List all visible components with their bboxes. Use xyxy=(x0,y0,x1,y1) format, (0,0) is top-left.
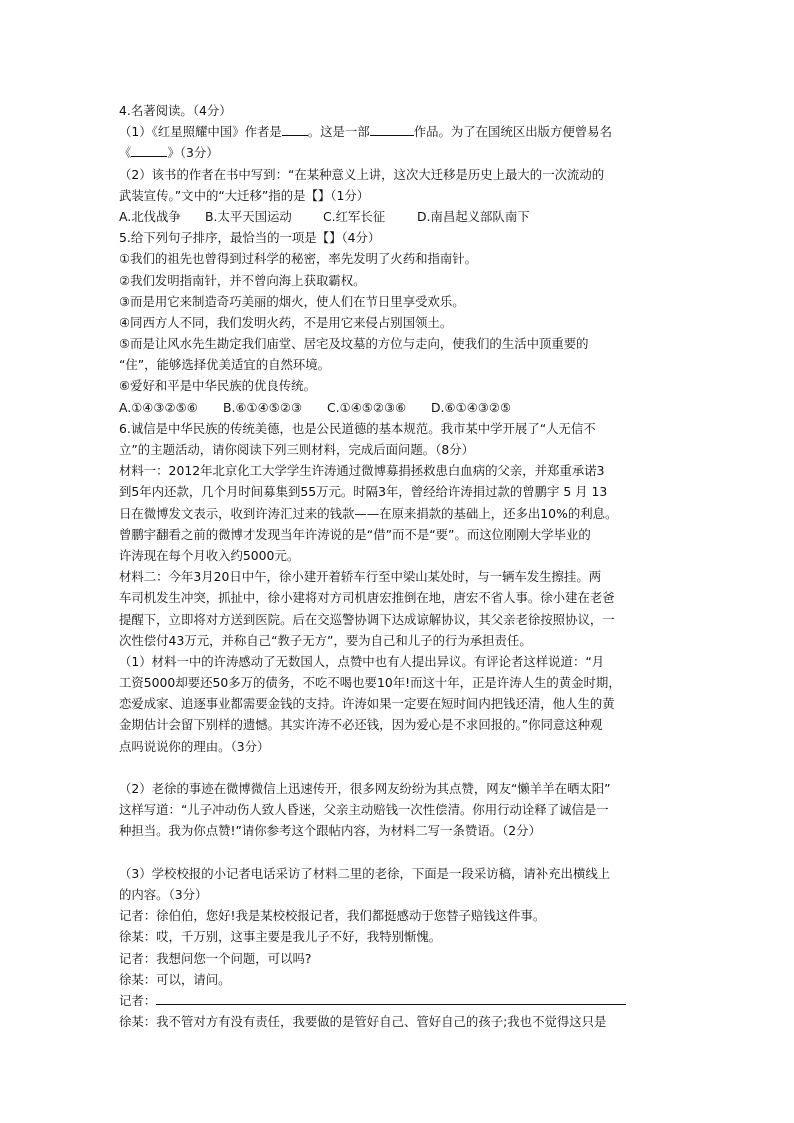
q4-option-a[interactable]: A.北伐战争 xyxy=(119,208,181,224)
interview-line-4: 徐某：可以，请问。 xyxy=(119,971,231,987)
q4-part1-text-a: （1）《红星照耀中国》作者是 xyxy=(119,124,282,140)
q5-title: 5.给下列句子排序，最恰当的一项是【】（4分） xyxy=(119,230,381,246)
q6-material1-line2: 到5年内还款，几个月时间募集到55万元。时隔3年，曾经给许涛捐过款的曾鹏宇 5 月 13 xyxy=(119,484,608,500)
q6-title-line2: 立”的主题活动，请你阅读下列三则材料，完成后面问题。（8分） xyxy=(119,442,475,457)
q5-sentence-2: ②我们发明指南针，并不曾向海上获取霸权。 xyxy=(119,272,366,288)
q6-sub1-line5: 点吗说说你的理由。（3分） xyxy=(119,738,270,754)
answer-blank-alt-title[interactable] xyxy=(131,142,167,157)
q4-option-b[interactable]: B.太平天国运动 xyxy=(205,208,292,224)
interview-line-5 xyxy=(119,990,681,1011)
q6-material2-line4: 次性偿付43万元，并称自己“教子无方”，要为自己和儿子的行为承担责任。 xyxy=(119,632,532,648)
q4-part1-text-c: 作品。为了在国统区出版方便曾易名 xyxy=(413,124,612,140)
answer-space-sub2[interactable] xyxy=(119,842,681,863)
q4-part2-line1: （2）该书的作者在书中写到：“在某种意义上讲，这次大迁移是历史上最大的一次流动的 xyxy=(119,166,605,182)
q6-sub1-line1: （1）材料一中的许涛感动了无数国人，点赞中也有人提出异议。有评论者这样说道：“月 xyxy=(119,653,605,669)
q5-sentence-5-line1: ⑤而是让风水先生勘定我们庙堂、居宅及坟墓的方位与走向，使我们的生活中顶重要的 xyxy=(119,336,589,352)
q6-sub2-line2: 这样写道：“儿子冲动伤人致人昏迷，父亲主动赔钱一次性偿清。你用行动诠释了诚信是一 xyxy=(119,802,609,818)
q5-sentence-3: ③而是用它来制造奇巧美丽的烟火，使人们在节日里享受欢乐。 xyxy=(119,293,465,309)
q6-sub1-line2: 工资5000却要还50多万的债务，不吃不喝也要10年!而这十年，正是许涛人生的黄金时期， xyxy=(119,675,621,691)
q6-material1-line1: 材料一：2012年北京化工大学学生许涛通过微博募捐拯救患白血病的父亲，并郑重承诺3 xyxy=(119,463,605,479)
q6-material1-line3: 日在微博发文表示，收到许涛汇过来的钱款——在原来捐款的基础上，还多出10%的利息。 xyxy=(119,505,618,521)
q5-options xyxy=(119,397,681,418)
q6-material2-line1: 材料二：今年3月20日中午，徐小建开着轿车行至中梁山某处时，与一辆车发生擦挂。两 xyxy=(119,569,602,585)
interview-reporter-label: 记者： xyxy=(119,992,157,1008)
q6-sub3-line2: 的内容。（3分） xyxy=(119,886,208,902)
q6-material2-line2: 车司机发生冲突，抓扯中，徐小建将对方司机唐宏推倒在地，唐宏不省人事。徐小建在老爸 xyxy=(119,590,615,606)
answer-space-sub1[interactable] xyxy=(119,757,681,778)
q4-option-c[interactable]: C.红军长征 xyxy=(323,208,386,224)
q6-title-line1: 6.诚信是中华民族的传统美德，也是公民道德的基本规范。我市某中学开展了“人无信不 xyxy=(119,420,596,436)
q5-option-d[interactable]: D.⑥①④③②⑤ xyxy=(431,399,512,415)
q5-sentence-1: ①我们的祖先也曾得到过科学的秘密，率先发明了火药和指南针。 xyxy=(119,251,478,267)
interview-line-2: 徐某：哎，千万别，这事主要是我儿子不好，我特别惭愧。 xyxy=(119,929,442,945)
q4-part1-text-d: 《 xyxy=(119,145,132,161)
q4-part2-line2: 武装宣传。”文中的“大迁移”指的是【】（1分） xyxy=(119,187,370,203)
q5-option-b[interactable]: B.⑥①④⑤②③ xyxy=(223,399,303,415)
q4-option-d[interactable]: D.南昌起义部队南下 xyxy=(417,208,530,224)
q6-sub1-line4: 金期估计会留下别样的遗憾。其实许涛不必还钱，因为爱心是不求回报的。”你同意这种观 xyxy=(119,717,603,733)
q4-part1-text-e: 》（3分） xyxy=(167,145,219,161)
q6-sub1-line3: 恋爱成家、追逐事业都需要金钱的支持。许涛如果一定要在短时间内把钱还清，他人生的黄 xyxy=(119,696,615,712)
answer-blank-genre[interactable] xyxy=(370,121,414,136)
q5-sentence-4: ④同西方人不同，我们发明火药，不是用它来侵占别国领土。 xyxy=(119,314,453,330)
exam-page xyxy=(119,100,681,1032)
interview-line-6: 徐某：我不管对方有没有责任，我要做的是管好自己、管好自己的孩子;我也不觉得这只是 xyxy=(119,1014,607,1030)
q6-material1-line5: 许涛现在每个月收入约5000元。 xyxy=(119,547,300,563)
q6-sub2-line1: （2）老徐的事迹在微博微信上迅速传开，很多网友纷纷为其点赞，网友“懒羊羊在晒太阳” xyxy=(119,781,611,796)
q4-options xyxy=(119,206,681,227)
q4-part1-text-b: 。这是一部 xyxy=(307,124,370,140)
q5-sentence-5-line2: “住”，能够选择优美适宜的自然环境。 xyxy=(119,357,331,373)
q5-option-c[interactable]: C.①④⑤②③⑥ xyxy=(327,399,407,415)
q5-sentence-6: ⑥爱好和平是中华民族的优良传统。 xyxy=(119,378,316,394)
interview-line-1: 记者：徐伯伯，您好!我是某校校报记者，我们都挺感动于您替子赔钱这件事。 xyxy=(119,908,546,924)
interview-line-3: 记者：我想问您一个问题，可以吗? xyxy=(119,950,312,966)
q6-sub3-line1: （3）学校校报的小记者电话采访了材料二里的老徐，下面是一段采访稿，请补充出横线上 xyxy=(119,865,611,881)
q4-title: 4.名著阅读。（4分） xyxy=(119,103,232,118)
q4-part1-line2 xyxy=(119,142,681,163)
q6-sub2-line3: 种担当。我为你点赞!”请你参考这个跟帖内容，为材料二写一条赞语。（2分） xyxy=(119,823,541,839)
q6-material2-line3: 提醒下，立即将对方送到医院。后在交巡警协调下达成谅解协议，其父亲老徐按照协议，一 xyxy=(119,611,615,627)
answer-blank-author[interactable] xyxy=(282,121,308,136)
q6-material1-line4: 曾鹏宇翻看之前的微博才发现当年许涛说的是“借”而不是“要”。而这位刚刚大学毕业的 xyxy=(119,526,591,542)
q4-part1-line1 xyxy=(119,121,681,142)
q5-option-a[interactable]: A.①④③②⑤⑥ xyxy=(119,399,198,415)
answer-blank-interview-question[interactable] xyxy=(156,990,626,1005)
